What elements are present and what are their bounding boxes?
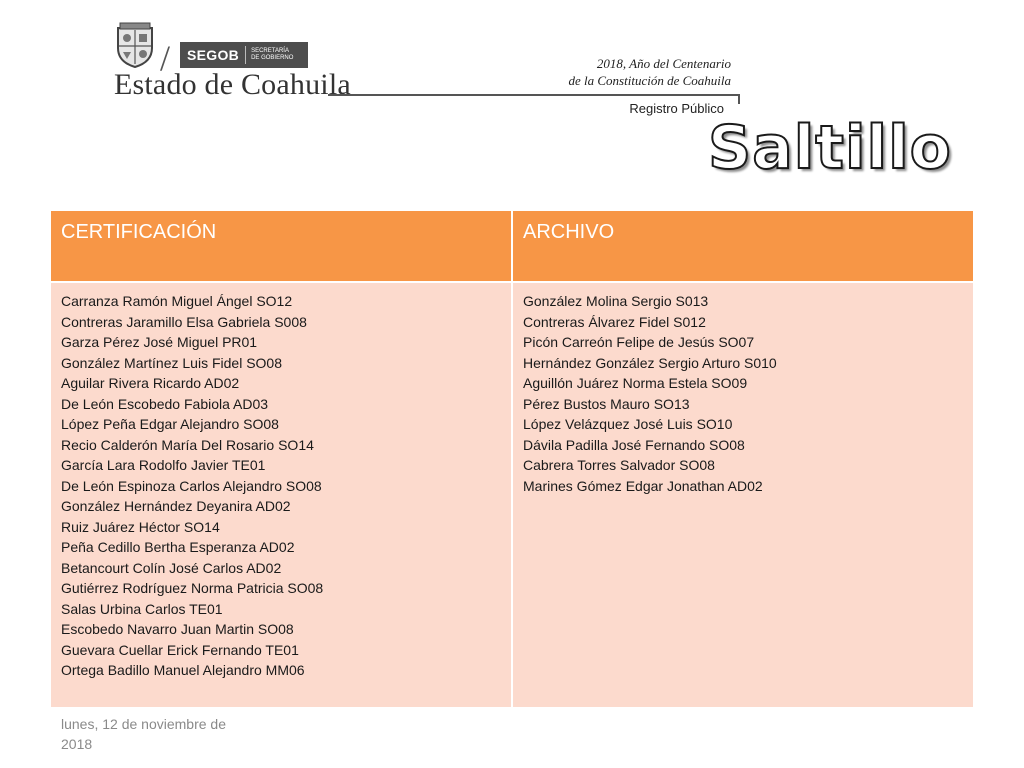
list-item: Marines Gómez Edgar Jonathan AD02 — [523, 477, 763, 494]
list-item: Carranza Ramón Miguel Ángel SO12 — [61, 293, 293, 309]
staff-table — [51, 211, 973, 707]
list-item: Picón Carreón Felipe de Jesús SO07 — [523, 334, 755, 350]
column-header-archivo: ARCHIVO — [513, 211, 973, 281]
list-item: Ortega Badillo Manuel Alejandro MM06 — [61, 662, 305, 678]
header-rule — [328, 94, 740, 96]
list-item: Cabrera Torres Salvador SO08 — [523, 457, 715, 473]
city-title: Saltillo — [708, 113, 952, 183]
list-item: López Velázquez José Luis SO10 — [523, 416, 733, 432]
list-item: De León Espinoza Carlos Alejandro SO08 — [61, 477, 322, 494]
list-item: Aguillón Juárez Norma Estela SO09 — [523, 375, 748, 391]
list-item: Hernández González Sergio Arturo S010 — [523, 354, 777, 371]
list-item: Peña Cedillo Bertha Esperanza AD02 — [61, 539, 295, 555]
list-item: Betancourt Colín José Carlos AD02 — [61, 559, 282, 576]
segob-logo — [180, 42, 308, 68]
list-item: Gutiérrez Rodríguez Norma Patricia SO08 — [61, 580, 324, 596]
list-item: Recio Calderón María Del Rosario SO14 — [61, 436, 314, 453]
list-item: González Martínez Luis Fidel SO08 — [61, 354, 282, 371]
list-item: García Lara Rodolfo Javier TE01 — [61, 457, 266, 473]
certificacion-list — [61, 291, 501, 681]
list-item: De León Escobedo Fabiola AD03 — [61, 395, 269, 412]
coat-of-arms-icon — [114, 22, 156, 68]
list-item: López Peña Edgar Alejandro SO08 — [61, 416, 279, 432]
list-item: Contreras Jaramillo Elsa Gabriela S008 — [61, 313, 307, 330]
archivo-list — [523, 291, 963, 496]
logo-divider: / — [160, 38, 171, 78]
column-header-certificacion: CERTIFICACIÓN — [51, 211, 511, 281]
centenario-line-1: 2018, Año del Centenario — [596, 56, 731, 71]
centenario-motto — [569, 55, 732, 89]
list-item: Escobedo Navarro Juan Martin SO08 — [61, 621, 294, 637]
segob-wordmark: SEGOB — [180, 46, 246, 64]
centenario-line-2: de la Constitución de Coahuila — [568, 73, 731, 88]
registro-publico-label: Registro Público — [629, 101, 724, 116]
footer-date: lunes, 12 de noviembre de 2018 — [61, 716, 226, 752]
archivo-cell — [513, 283, 973, 707]
list-item: Ruiz Juárez Héctor SO14 — [61, 518, 220, 535]
list-item: Aguilar Rivera Ricardo AD02 — [61, 375, 240, 391]
list-item: González Hernández Deyanira AD02 — [61, 498, 291, 514]
segob-subtitle — [246, 48, 293, 62]
list-item: González Molina Sergio S013 — [523, 293, 709, 309]
list-item: Dávila Padilla José Fernando SO08 — [523, 436, 745, 453]
certificacion-cell — [51, 283, 511, 707]
list-item: Garza Pérez José Miguel PR01 — [61, 334, 258, 350]
list-item: Pérez Bustos Mauro SO13 — [523, 395, 690, 412]
list-item: Guevara Cuellar Erick Fernando TE01 — [61, 641, 299, 658]
segob-subtitle-line2: DE GOBIERNO — [251, 55, 294, 61]
list-item: Contreras Álvarez Fidel S012 — [523, 313, 706, 330]
segob-subtitle-line1: SECRETARÍA — [251, 48, 289, 54]
header-rule-tick — [738, 94, 740, 104]
list-item: Salas Urbina Carlos TE01 — [61, 600, 223, 617]
estado-de-coahuila-wordmark: Estado de Coahuila — [114, 68, 351, 101]
